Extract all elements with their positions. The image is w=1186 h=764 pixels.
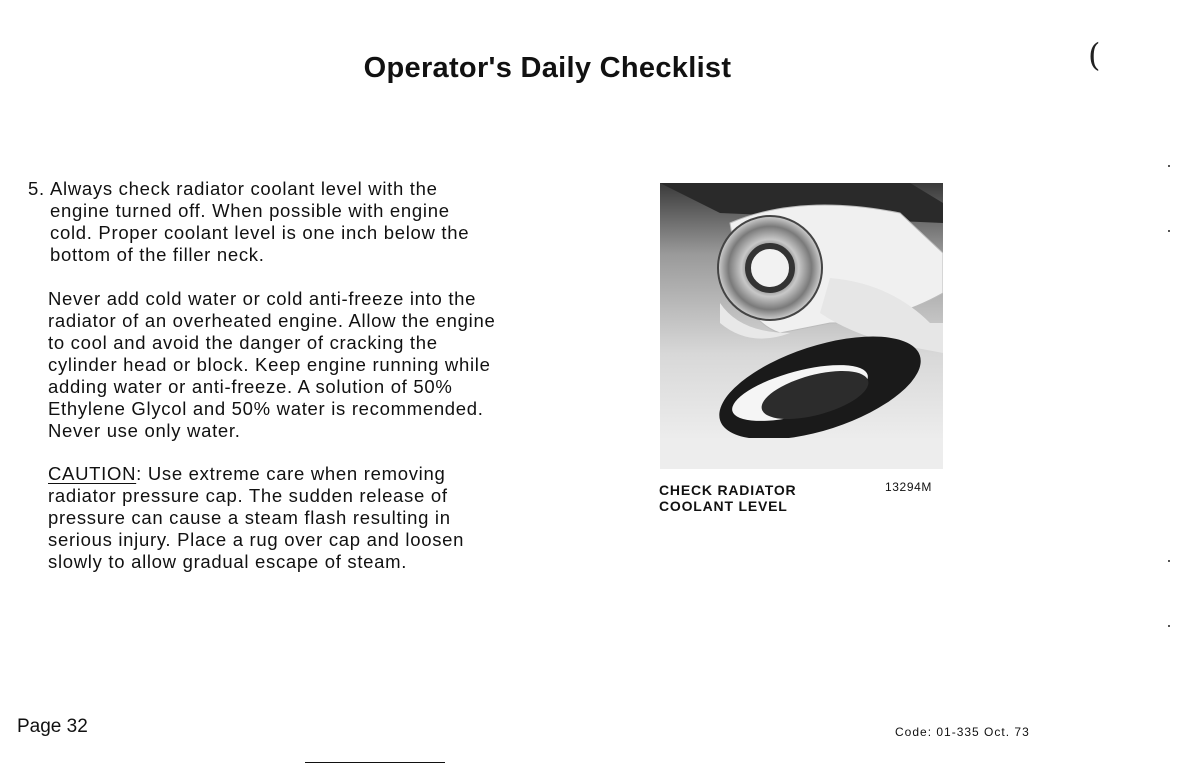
warning-text: Never add cold water or cold anti-freeze into the radiator of an overheated engine. Allow the engine to cool and avoid the danger of cracking the cylinder head or block. Keep engine running while adding water or anti-freeze. A solution of 50% Ethylene Glycol and 50% water is recommended. Never use only water. [48,288,496,441]
step-5 [28,178,498,266]
page-title: Operator's Daily Checklist [363,52,732,84]
caution-paragraph [48,463,498,573]
speck [1168,230,1170,232]
caution-label: CAUTION [48,463,137,484]
bottom-rule [305,762,445,763]
figure-caption [659,482,796,514]
caption-line-2: COOLANT LEVEL [659,498,788,514]
step-number: 5. [28,178,45,199]
radiator-photo [660,183,943,469]
caption-line-1: CHECK RADIATOR [659,482,797,498]
speck [1168,165,1170,167]
step-text: Always check radiator coolant level with the engine turned off. When possible with engine cold. Proper coolant level is one inch below the bottom of the filler neck. [50,178,470,265]
figure-code: 13294M [885,480,932,494]
speck [1168,560,1170,562]
document-code: Code: 01-335 Oct. 73 [895,725,1030,739]
caution-text: Use extreme care when removing radiator pressure cap. The sudden release of pressure can cause a steam flash resulting in serious injury. Place a rug over cap and loosen slowly to allow gradual escape of steam. [48,463,465,572]
speck [1168,625,1170,627]
warning-paragraph [48,288,498,442]
margin-mark: ( [1088,36,1101,74]
page-number: Page 32 [17,716,88,737]
caution-separator: : [136,463,142,484]
